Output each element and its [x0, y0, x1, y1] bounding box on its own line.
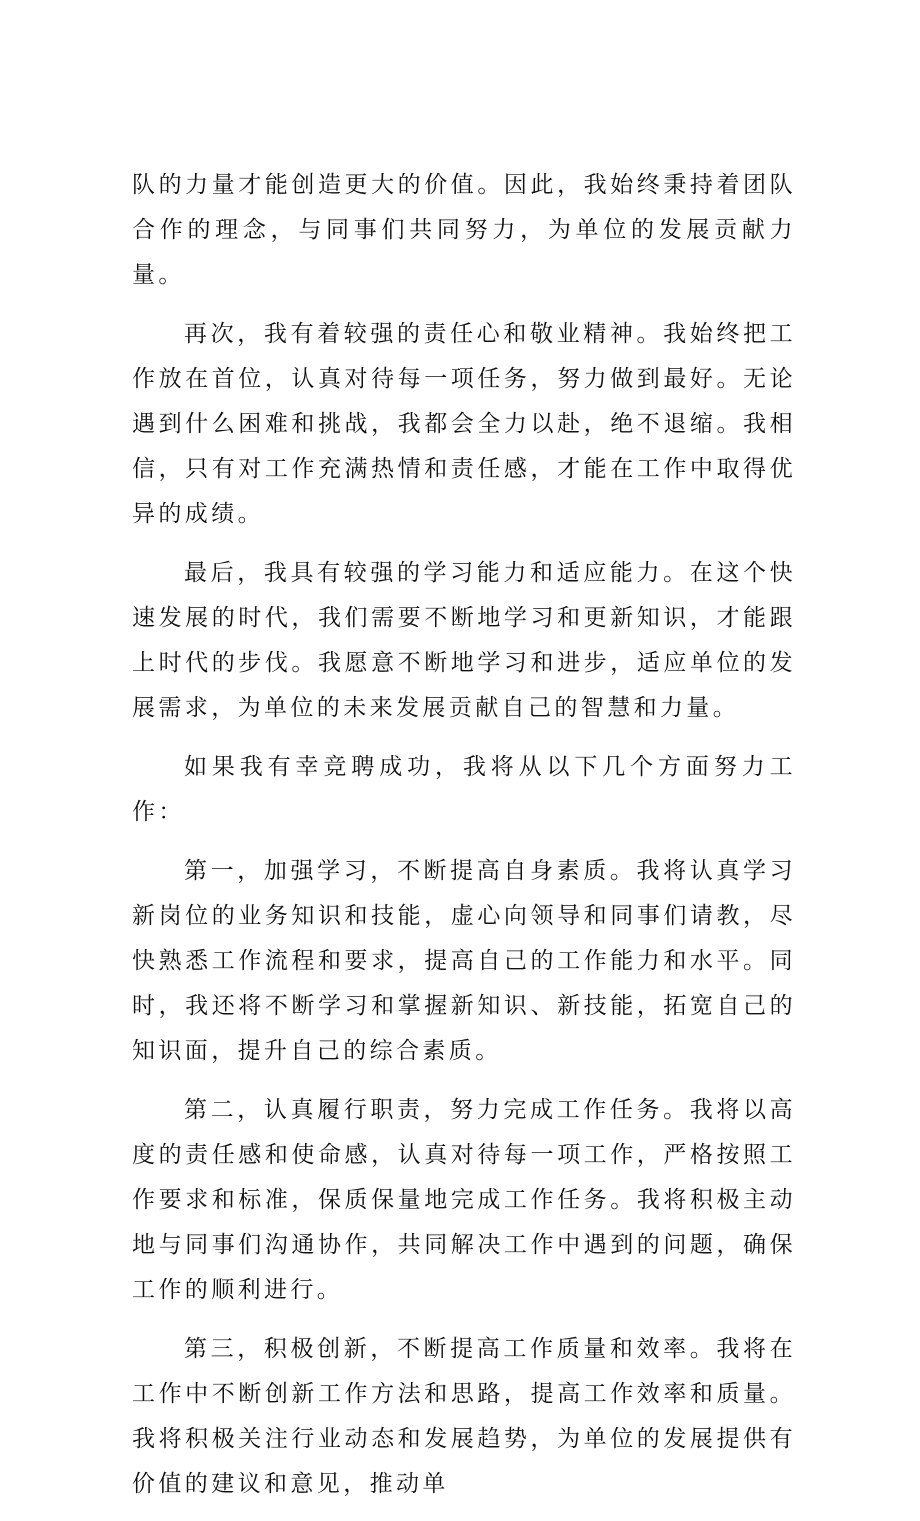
paragraph-first: 第一，加强学习，不断提高自身素质。我将认真学习新岗位的业务知识和技能，虚心向领导和同事们请教，尽快熟悉工作流程和要求，提高自己的工作能力和水平。同时，我还将不断学习和掌握新知识、新技能，拓宽自己的知识面，提升自己的综合素质。 [132, 858, 796, 1064]
document-body [132, 163, 796, 1521]
paragraph-second: 第二，认真履行职责，努力完成工作任务。我将以高度的责任感和使命感，认真对待每一项工作，严格按照工作要求和标准，保质保量地完成工作任务。我将积极主动地与同事们沟通协作，共同解决工作中遇到的问题，确保工作的顺利进行。 [132, 1097, 796, 1303]
paragraph-third: 第三，积极创新，不断提高工作质量和效率。我将在工作中不断创新工作方法和思路，提高工作效率和质量。我将积极关注行业动态和发展趋势，为单位的发展提供有价值的建议和意见，推动单 [132, 1336, 796, 1497]
paragraph-learning: 最后，我具有较强的学习能力和适应能力。在这个快速发展的时代，我们需要不断地学习和更新知识，才能跟上时代的步伐。我愿意不断地学习和进步，适应单位的发展需求，为单位的未来发展贡献自己的智慧和力量。 [132, 560, 796, 721]
paragraph-continued: 队的力量才能创造更大的价值。因此，我始终秉持着团队合作的理念，与同事们共同努力，为单位的发展贡献力量。 [132, 172, 796, 288]
paragraph-intro-plan: 如果我有幸竞聘成功，我将从以下几个方面努力工作： [132, 754, 796, 825]
paragraph-responsibility: 再次，我有着较强的责任心和敬业精神。我始终把工作放在首位，认真对待每一项任务，努力做到最好。无论遇到什么困难和挑战，我都会全力以赴，绝不退缩。我相信，只有对工作充满热情和责任感，才能在工作中取得优异的成绩。 [132, 321, 796, 527]
